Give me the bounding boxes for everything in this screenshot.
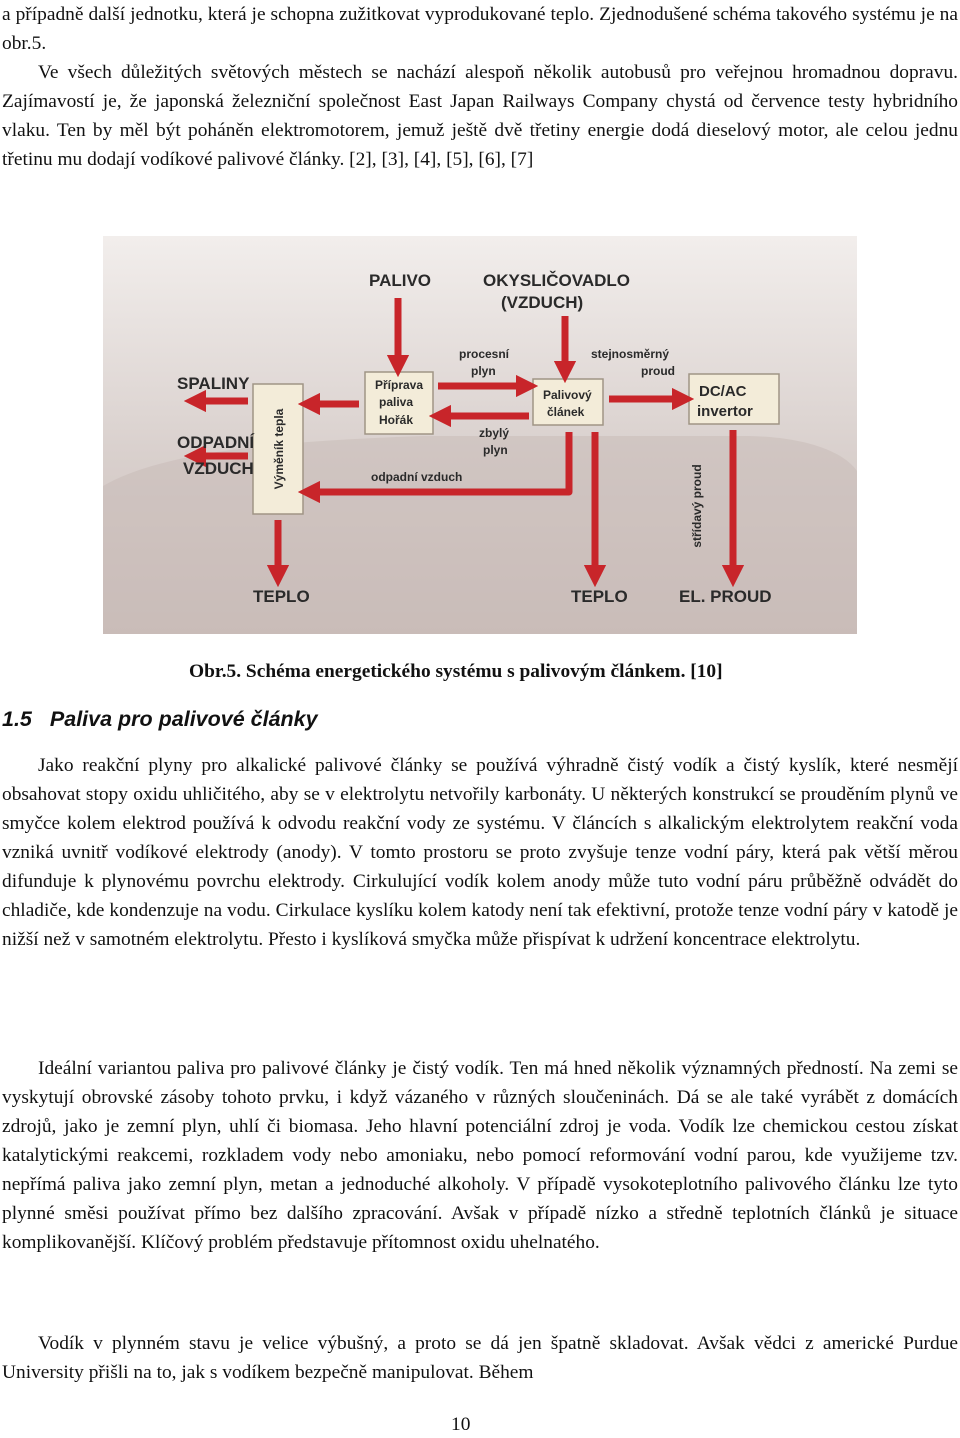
label-paliva: paliva: [379, 395, 414, 409]
label-horak: Hořák: [379, 413, 414, 427]
label-procesni: procesní: [459, 347, 510, 361]
label-palivo: PALIVO: [369, 271, 432, 290]
label-stejnosmerny: stejnosměrný: [591, 347, 670, 361]
fuel-cell-system-diagram: [103, 236, 857, 634]
label-clanek: článek: [547, 405, 585, 419]
label-spaliny: SPALINY: [177, 374, 250, 393]
label-vymenik-tepla: Výměník tepla: [272, 408, 286, 490]
label-teplo-left: TEPLO: [253, 587, 310, 606]
section-title: Paliva pro palivové články: [49, 707, 318, 731]
label-odpadni: ODPADNÍ: [177, 433, 255, 452]
label-el-proud: EL. PROUD: [679, 587, 772, 606]
section-heading: [2, 707, 318, 732]
label-procesni-plyn: plyn: [471, 364, 496, 378]
paragraph-hydrogen-storage: Vodík v plynném stavu je velice výbušný, a proto se dá jen špatně skladovat. Avšak vědci z americké Purdue University přišli na to, jak s vodíkem bezpečně manipulovat. Během: [2, 1333, 958, 1383]
label-teplo-right: TEPLO: [571, 587, 628, 606]
page-number: 10: [451, 1414, 471, 1435]
label-okyslicovadlo: OKYSLIČOVADLO: [483, 271, 631, 290]
paragraph-hydrogen-fuel: Ideální variantou paliva pro palivové články je čistý vodík. Ten má hned několik významných předností. Na zemi se vyskytují obrovské zásoby tohoto prvku, i když vázaného v různých sloučeninách. Dá se ale také vyrábět z domácích zdrojů, jako je zemní plyn, uhlí či biomasa. Jeho hlavní potenciální zdroj je voda. Vodík lze chemickou cestou získat katalytickými reakcemi, rozkladem vody nebo amoniaku, nebo pomocí reformování vodní parou, kde využijeme tzv. nepřímá paliva jako zemní plyn, metan a jednoduché alkoholy. V případě vysokoteplotního palivového článku lze tyto plynné směsi používat přímo bez dalšího zpracování. Avšak v případě nízko a středně teplotních článků je situace komplikovanější. Klíčový problém představuje přítomnost oxidu uhelnatého.: [2, 1058, 958, 1253]
label-zbyly-plyn: plyn: [483, 443, 508, 457]
figure-caption: Obr.5. Schéma energetického systému s palivovým článkem. [10]: [189, 661, 723, 682]
label-zbyly: zbylý: [479, 426, 510, 440]
label-palivovy: Palivový: [543, 388, 592, 402]
label-priprava: Příprava: [375, 378, 424, 392]
label-dcac: DC/AC: [699, 383, 747, 400]
paragraph-alkaline-gases: Jako reakční plyny pro alkalické palivové články se používá výhradně čistý vodík a čistý kyslík, které nesmějí obsahovat stopy oxidu uhličitého, aby se v elektrolytu netvořily karbonáty. U některých konstrukcí se prouděním plynů ve smyčce kolem elektrod používá k odvodu reakční vody ze systému. V článcích s alkalickým elektrolytem reakční voda vzniká uvnitř vodíkové elektrody (anody). V tomto prostoru se proto zvyšuje tenze vodní páry, která pak větší měrou difunduje k plynovému povrchu elektrody. Cirkulující vodík kolem anody může tuto vodní páru průběžně odvádět do chladiče, kde kondenzuje na vodu. Cirkulace kyslíku kolem katody není tak efektivní, protože tenze vodní páry v katodě je nižší než v samotném elektrolytu. Přesto i kyslíková smyčka může přispívat k udržení koncentrace elektrolytu.: [2, 755, 958, 950]
paragraph-buses: Ve všech důležitých světových městech se nachází alespoň několik autobusů pro veřejnou hromadnou dopravu. Zajímavostí je, že japonská železniční společnost East Japan Railways Company chystá od července testy hybridního vlaku. Ten by měl být poháněn elektromotorem, jemuž ještě dvě třetiny energie dodá dieselový motor, ale celou jednu třetinu mu dodají vodíkové palivové články. [2], [3], [4], [5], [6], [7]: [2, 62, 958, 170]
label-invertor: invertor: [697, 403, 753, 420]
label-proud: proud: [641, 364, 675, 378]
label-odpadni-vzduch: VZDUCH: [183, 459, 254, 478]
paragraph-intro: a případně další jednotku, která je schopna zužitkovat vyprodukované teplo. Zjednodušené schéma takového systému je na obr.5.: [2, 4, 958, 54]
label-vzduch: (VZDUCH): [501, 293, 584, 312]
label-odpadni-vzduch-flow: odpadní vzduch: [371, 470, 463, 484]
label-stridavy-proud: střídavý proud: [690, 464, 704, 548]
section-number: 1.5: [2, 707, 32, 731]
